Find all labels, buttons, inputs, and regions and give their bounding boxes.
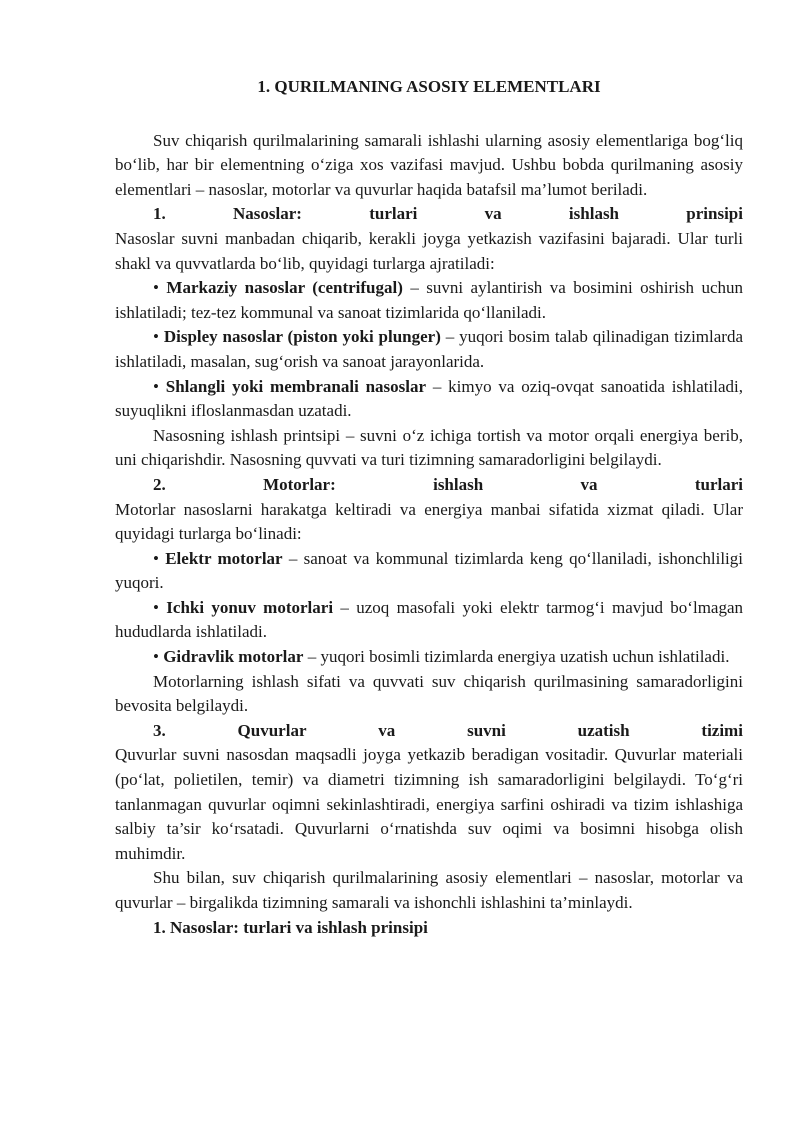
- bullet-item: • Ichki yonuv motorlari – uzoq masofali yoki elektr tarmog‘i mavjud bo‘lmagan hududlarda ishlatiladi.: [115, 597, 744, 642]
- section-2-heading: [115, 473, 743, 498]
- heading-word: 2.: [153, 474, 166, 494]
- bullet-text: – yuqori bosimli tizimlarda energiya uzatish uchun ishlatiladi.: [303, 647, 730, 667]
- bullet-term: Ichki yonuv motorlari: [166, 597, 334, 617]
- bullet-item: • Markaziy nasoslar (centrifugal) – suvni aylantirish va bosimini oshirish uchun ishlatiladi; tez-tez kommunal va sanoat tizimlarida qo‘llaniladi.: [115, 278, 744, 322]
- heading-word: va: [484, 204, 502, 224]
- section-1-heading: [115, 202, 743, 227]
- heading-word: Quvurlar: [237, 720, 307, 740]
- heading-word: turlari: [369, 204, 418, 224]
- section-3-lead: Quvurlar suvni nasosdan maqsadli joyga yetkazib beradigan vositadir. Quvurlar materiali (po‘lat, polietilen, temir) va diametri tizimning ish samaradorligini belgilaydi. To‘g‘ri tanlanmagan quvurlar oqimni sekinlashtiradi, energiya sarfini oshiradi va tizim ishlashiga salbiy ta’sir ko‘rsatadi. Quvurlarni o‘rnatishda suv oqimi va bosimni hisobga olish muhimdir.: [115, 745, 743, 863]
- section-1-lead: Nasoslar suvni manbadan chiqarib, kerakli joyga yetkazish vazifasini bajaradi. Ular turli shakl va quvvatlarda bo‘lib, quyidagi turlarga ajratiladi:: [115, 228, 743, 273]
- section-2-closing: Motorlarning ishlash sifati va quvvati suv chiqarish qurilmasining samaradorligini bevosita belgilaydi.: [115, 671, 743, 716]
- bullet-text: – suvni aylantirish va bosimini oshirish uchun ishlatiladi; tez-tez kommunal va sanoat tizimlarida qo‘llaniladi.: [115, 278, 744, 322]
- heading-word: 3.: [153, 720, 166, 740]
- bullet-term: Gidravlik motorlar: [163, 647, 304, 667]
- bullet-term: Markaziy nasoslar (centrifugal): [166, 278, 403, 298]
- heading-word: va: [378, 720, 396, 740]
- bullet-term: Displey nasoslar (piston yoki plunger): [163, 327, 441, 347]
- bullet-text: – yuqori bosim talab qilinadigan tizimlarda ishlatiladi, masalan, sug‘orish va sanoat jarayonlarida.: [115, 327, 743, 371]
- section-2-lead: Motorlar nasoslarni harakatga keltiradi va energiya manbai sifatida xizmat qiladi. Ular quyidagi turlarga bo‘linadi:: [115, 499, 743, 544]
- heading-word: uzatish: [577, 720, 630, 740]
- bullet-text: – kimyo va oziq-ovqat sanoatida ishlatiladi, suyuqlikni ifloslanmasdan uzatadi.: [115, 376, 743, 421]
- page-title: 1. QURILMANING ASOSIY ELEMENTLARI: [257, 77, 601, 96]
- bullet-item: • Elektr motorlar – sanoat va kommunal tizimlarda keng qo‘llaniladi, ishonchliligi yuqori.: [115, 548, 743, 593]
- heading-word: tizimi: [701, 720, 743, 740]
- section-3-heading: [115, 719, 743, 744]
- heading-word: ishlash: [433, 474, 484, 494]
- bullet-item: • Gidravlik motorlar – yuqori bosimli tizimlarda energiya uzatish uchun ishlatiladi.: [153, 647, 730, 667]
- heading-word: suvni: [467, 720, 506, 740]
- heading-word: prinsipi: [686, 204, 743, 224]
- intro-paragraph: Suv chiqarish qurilmalarining samarali ishlashi ularning asosiy elementlariga bog‘liq bo‘lib, har bir elementning o‘ziga xos vazifasi mavjud. Ushbu bobda qurilmaning asosiy elementlari – nasoslar, motorlar va quvurlar haqida batafsil ma’lumot beriladi.: [115, 130, 743, 199]
- final-heading: 1. Nasoslar: turlari va ishlash prinsipi: [153, 917, 428, 937]
- heading-word: 1.: [153, 204, 166, 224]
- bullet-item: • Shlangli yoki membranali nasoslar – kimyo va oziq-ovqat sanoatida ishlatiladi, suyuqlikni ifloslanmasdan uzatadi.: [115, 376, 743, 421]
- bullet-item: • Displey nasoslar (piston yoki plunger) – yuqori bosim talab qilinadigan tizimlarda ishlatiladi, masalan, sug‘orish va sanoat jarayonlarida.: [115, 327, 743, 371]
- bullet-term: Elektr motorlar: [165, 548, 283, 568]
- bullet-text: – sanoat va kommunal tizimlarda keng qo‘llaniladi, ishonchliligi yuqori.: [115, 548, 743, 593]
- bullet-term: Shlangli yoki membranali nasoslar: [165, 376, 427, 396]
- section-1-closing: Nasosning ishlash printsipi – suvni o‘z ichiga tortish va motor orqali energiya berib, uni chiqarishdir. Nasosning quvvati va turi tizimning samaradorligini belgilaydi.: [115, 425, 743, 470]
- heading-word: va: [580, 474, 598, 494]
- summary-paragraph: Shu bilan, suv chiqarish qurilmalarining asosiy elementlari – nasoslar, motorlar va quvurlar – birgalikda tizimning samarali va ishonchli ishlashini ta’minlaydi.: [115, 868, 743, 912]
- heading-word: turlari: [694, 474, 743, 494]
- heading-word: Motorlar:: [263, 474, 336, 494]
- heading-word: Nasoslar:: [233, 204, 302, 224]
- heading-word: ishlash: [568, 204, 620, 224]
- bullet-text: – uzoq masofali yoki elektr tarmog‘i mavjud bo‘lmagan hududlarda ishlatiladi.: [115, 597, 744, 642]
